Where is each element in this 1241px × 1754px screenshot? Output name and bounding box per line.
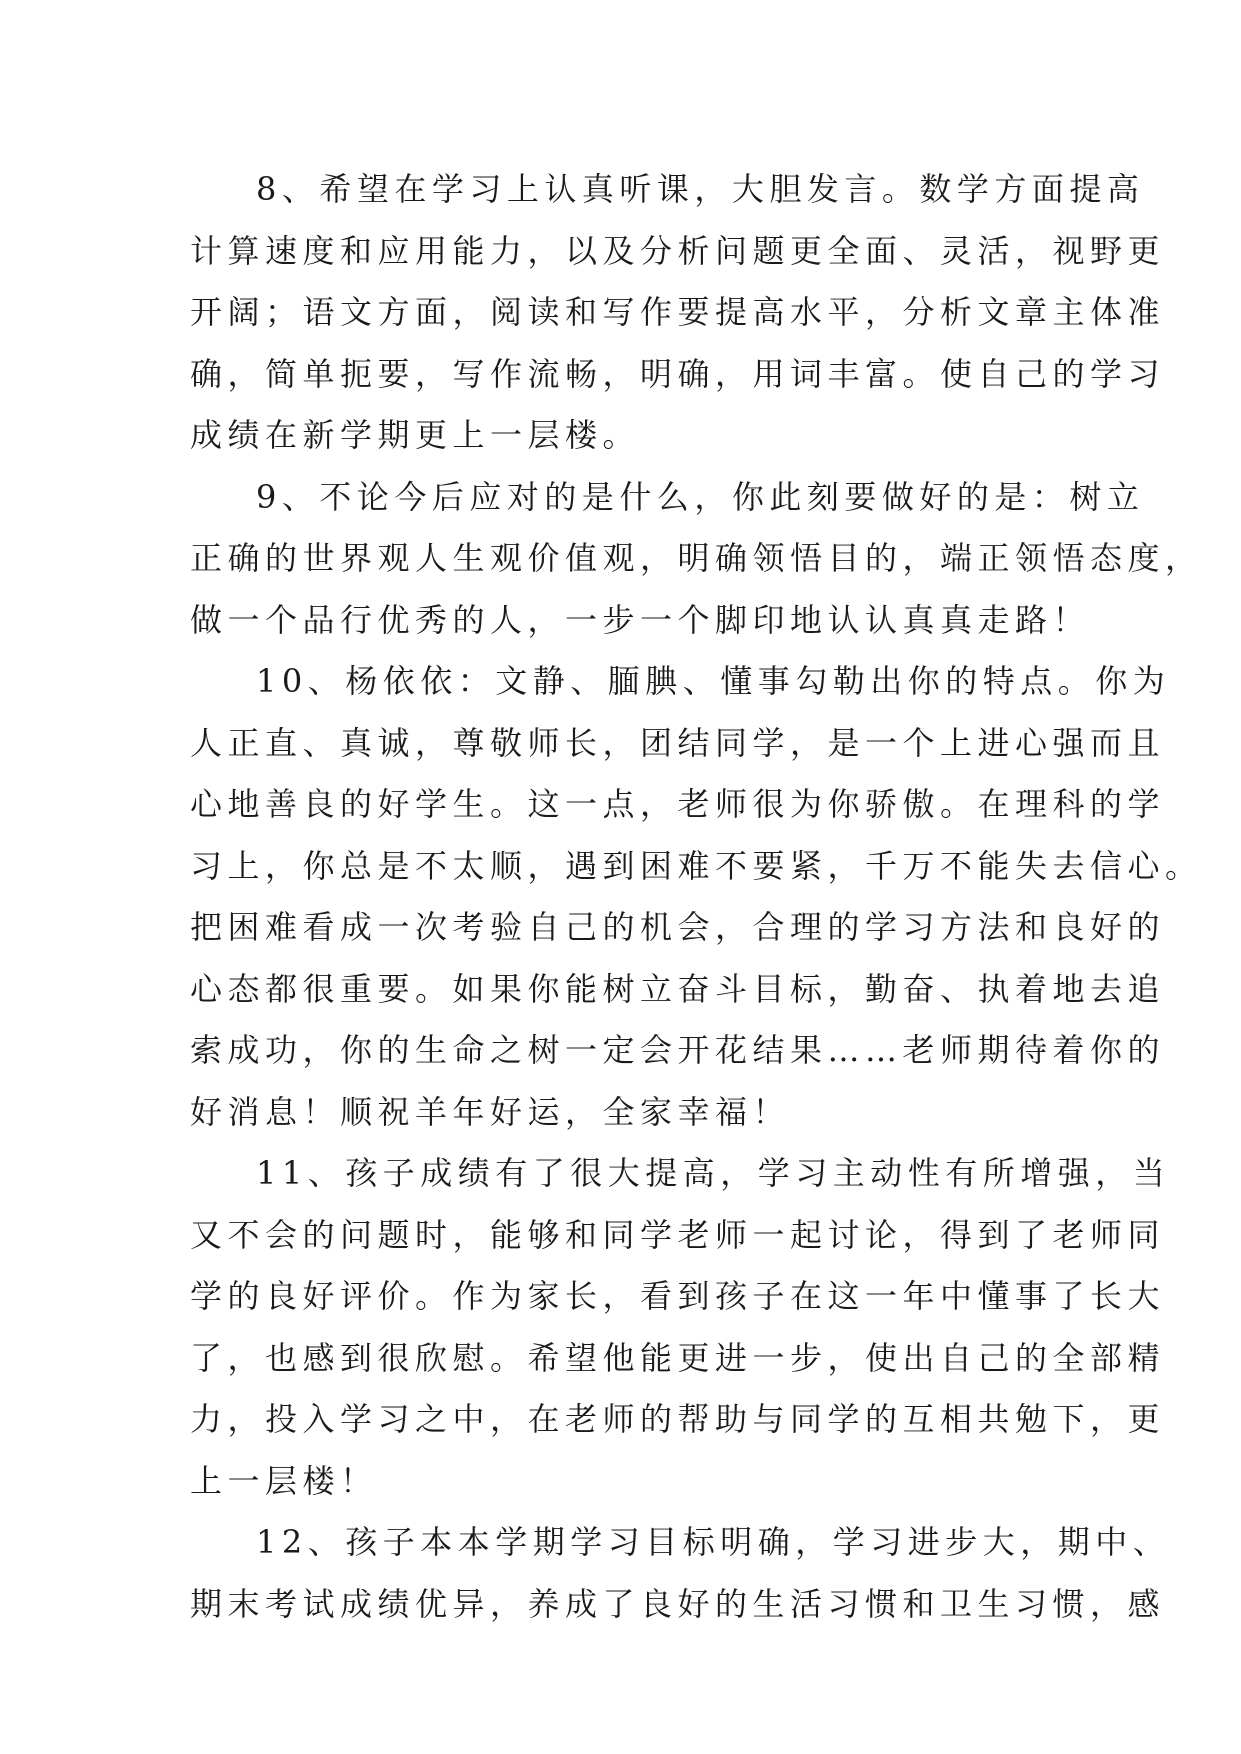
text-line: 人正直、真诚，尊敬师长，团结同学，是一个上进心强而且	[190, 723, 1166, 762]
text-line: 10、杨依依：文静、腼腆、懂事勾勒出你的特点。你为	[256, 662, 1171, 700]
text-line: 计算速度和应用能力，以及分析问题更全面、灵活，视野更	[190, 231, 1166, 270]
text-line: 了，也感到很欣慰。希望他能更进一步，使出自己的全部精	[190, 1338, 1166, 1377]
text-line: 又不会的问题时，能够和同学老师一起讨论，得到了老师同	[190, 1215, 1166, 1254]
text-line: 学的良好评价。作为家长，看到孩子在这一年中懂事了长大	[190, 1277, 1166, 1315]
paragraph	[190, 1143, 1171, 1512]
text-line: 期末考试成绩优异，养成了良好的生活习惯和卫生习惯，感	[190, 1584, 1166, 1623]
text-line: 好消息！顺祝羊年好运，全家幸福！	[190, 1092, 791, 1131]
text-line: 心态都很重要。如果你能树立奋斗目标，勤奋、执着地去追	[190, 969, 1166, 1008]
paragraph	[190, 159, 1166, 467]
paragraph	[190, 1512, 1171, 1635]
text-line: 做一个品行优秀的人，一步一个脚印地认认真真走路！	[190, 600, 1091, 639]
text-line: 确，简单扼要，写作流畅，明确，用词丰富。使自己的学习	[190, 354, 1166, 393]
text-line: 11、孩子成绩有了很大提高，学习主动性有所增强，当	[256, 1154, 1171, 1192]
text-line: 力，投入学习之中，在老师的帮助与同学的互相共勉下，更	[190, 1400, 1166, 1438]
text-line: 9、不论今后应对的是什么，你此刻要做好的是：树立	[256, 477, 1145, 516]
text-line: 8、希望在学习上认真听课，大胆发言。数学方面提高	[256, 170, 1145, 208]
paragraph	[190, 651, 1203, 1143]
document-body	[190, 159, 1203, 1635]
text-line: 把困难看成一次考验自己的机会，合理的学习方法和良好的	[190, 908, 1166, 946]
text-line: 成绩在新学期更上一层楼。	[190, 416, 641, 454]
paragraph	[190, 467, 1203, 652]
text-line: 习上，你总是不太顺，遇到困难不要紧，千万不能失去信心。	[190, 846, 1203, 885]
text-line: 开阔；语文方面，阅读和写作要提高水平，分析文章主体准	[190, 293, 1166, 331]
text-line: 正确的世界观人生观价值观，明确领悟目的，端正领悟态度，	[190, 539, 1203, 577]
text-line: 12、孩子本本学期学习目标明确，学习进步大，期中、	[256, 1523, 1171, 1561]
text-line: 心地善良的好学生。这一点，老师很为你骄傲。在理科的学	[190, 785, 1166, 823]
text-line: 索成功，你的生命之树一定会开花结果……老师期待着你的	[190, 1031, 1166, 1069]
text-line: 上一层楼！	[190, 1461, 378, 1500]
